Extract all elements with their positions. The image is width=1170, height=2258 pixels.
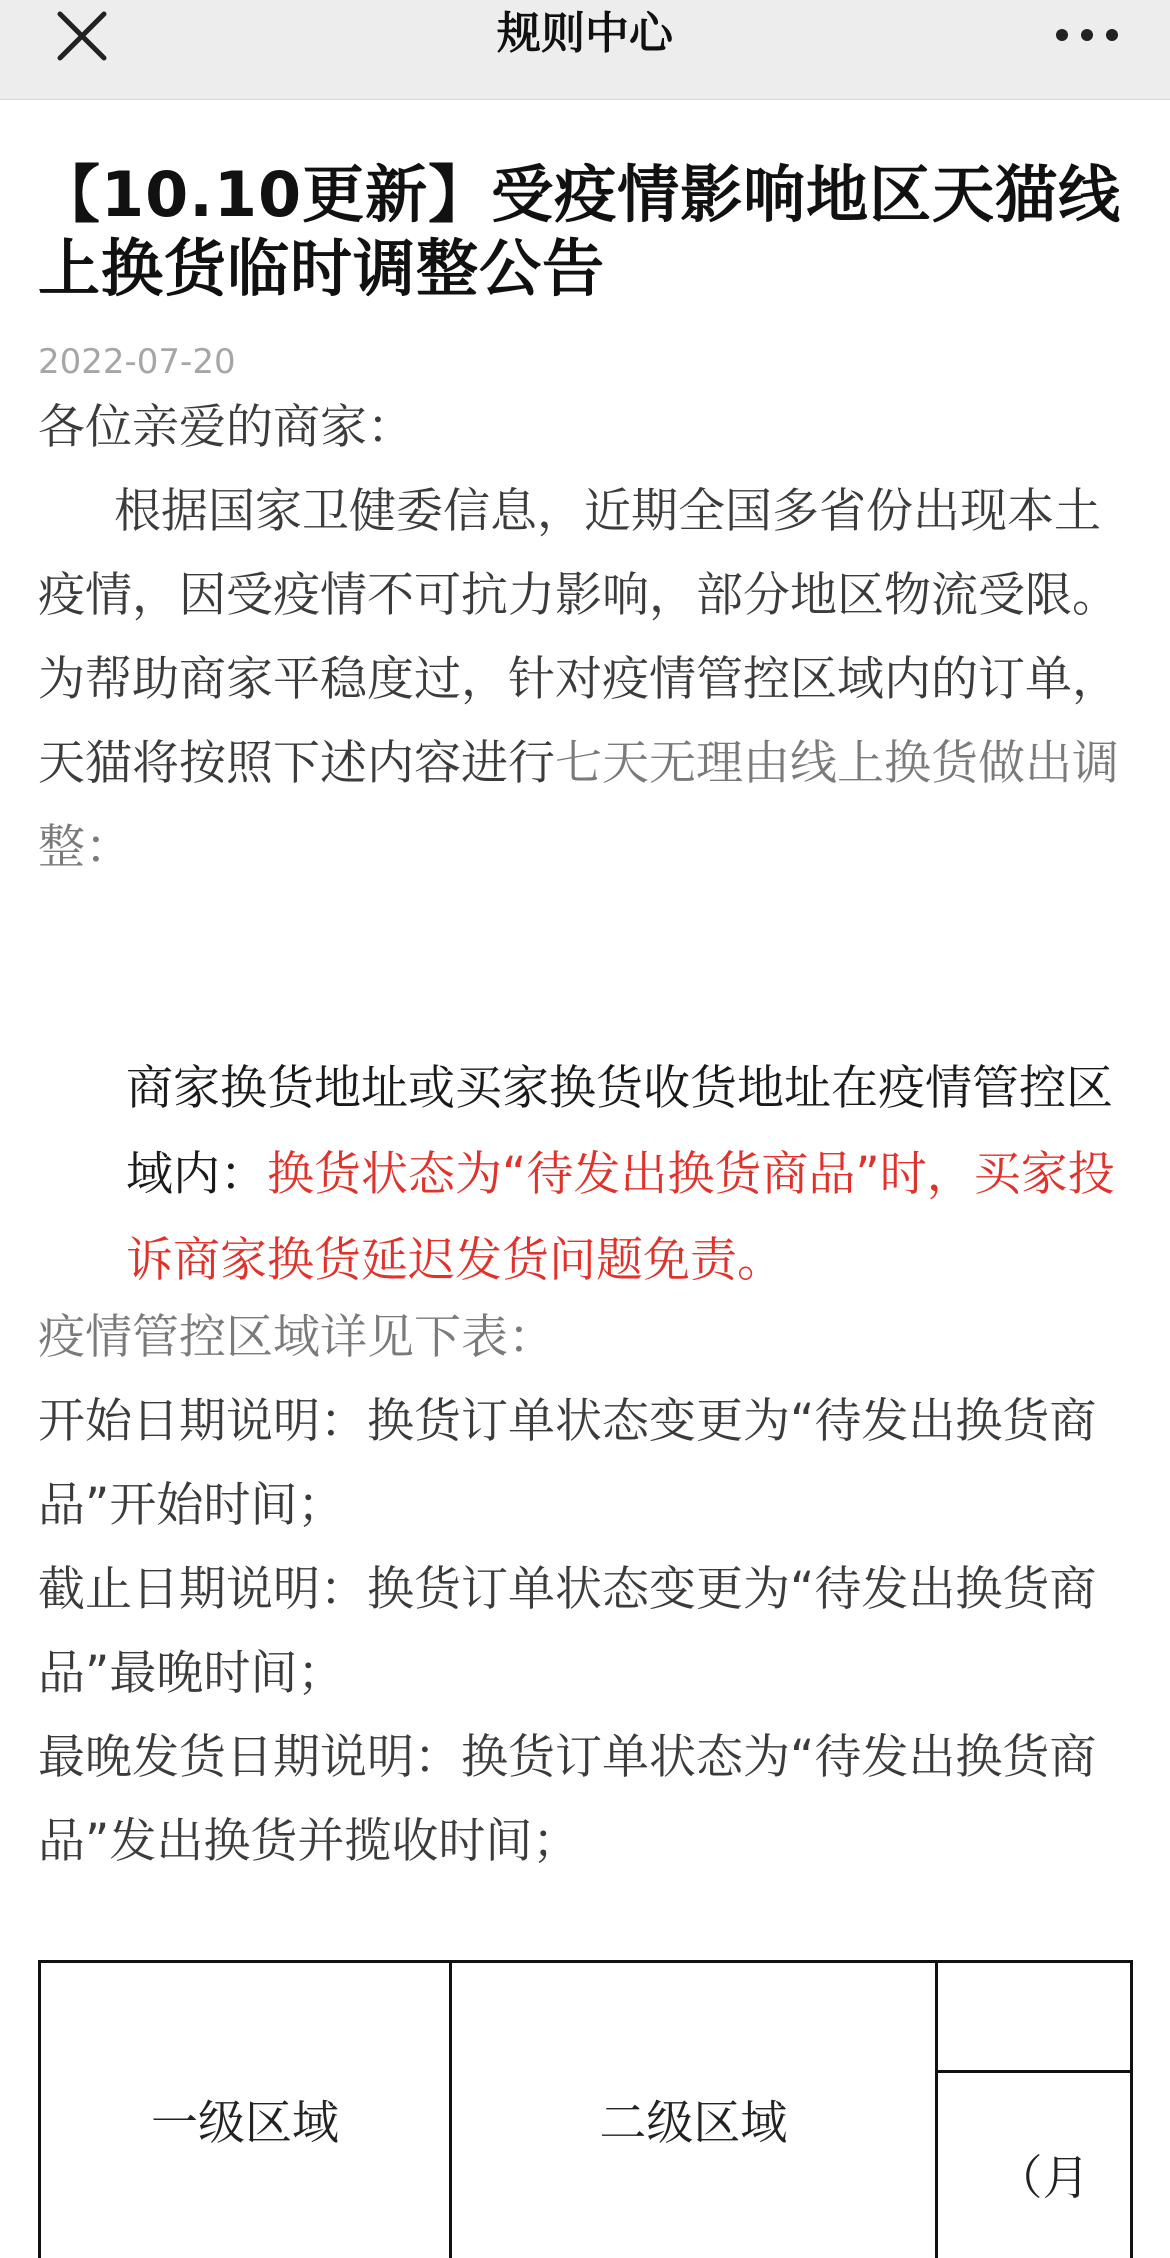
- article-title: 【10.10更新】受疫情影响地区天猫线上换货临时调整公告: [38, 158, 1122, 305]
- table-intro: 疫情管控区域详见下表：: [38, 1310, 555, 1365]
- end-date-explanation: 截止日期说明：换货订单状态变更为“待发出换货商品”最晚时间；: [38, 1562, 1097, 1701]
- table-header-level2: 二级区域: [451, 1962, 937, 2258]
- more-dots-icon[interactable]: [1052, 10, 1122, 60]
- notice-paragraph: [126, 1046, 1136, 1304]
- start-date-explanation: 开始日期说明：换货订单状态变更为“待发出换货商品”开始时间；: [38, 1394, 1097, 1533]
- body-text-2: 做出调整：: [38, 736, 1119, 875]
- table-header-level1: 一级区域: [40, 1962, 451, 2258]
- latest-ship-date-explanation: 最晚发货日期说明：换货订单状态为“待发出换货商品”发出换货并揽收时间；: [38, 1730, 1097, 1869]
- control-area-table[interactable]: [38, 1960, 1133, 2258]
- region-table: [38, 1960, 1133, 2258]
- notice-exemption-text: 换货状态为“待发出换货商品”时，买家投诉商家换货延迟发货问题免责。: [126, 1147, 1115, 1288]
- body-text-highlight: 七天无理由线上换货: [555, 736, 978, 791]
- greeting: 各位亲爱的商家：: [38, 400, 414, 455]
- page-title: 规则中心: [497, 8, 673, 59]
- table-header-cell: [936, 1962, 1131, 2072]
- top-navbar: [0, 0, 1170, 100]
- body-paragraph: [38, 470, 1133, 890]
- body-text-1: 根据国家卫健委信息，近期全国多省份出现本土疫情，因受疫情不可抗力影响，部分地区物流受限。为帮助商家平稳度过，针对疫情管控区域内的订单，天猫将按照下述内容进行: [38, 484, 1119, 791]
- notice-text: 商家换货地址或买家换货收货地址在疫情管控区域内：: [126, 1061, 1113, 1202]
- table-header-date: （月: [936, 2072, 1131, 2258]
- date-explanations: [38, 1296, 1138, 1884]
- publish-date: 2022-07-20: [38, 342, 236, 382]
